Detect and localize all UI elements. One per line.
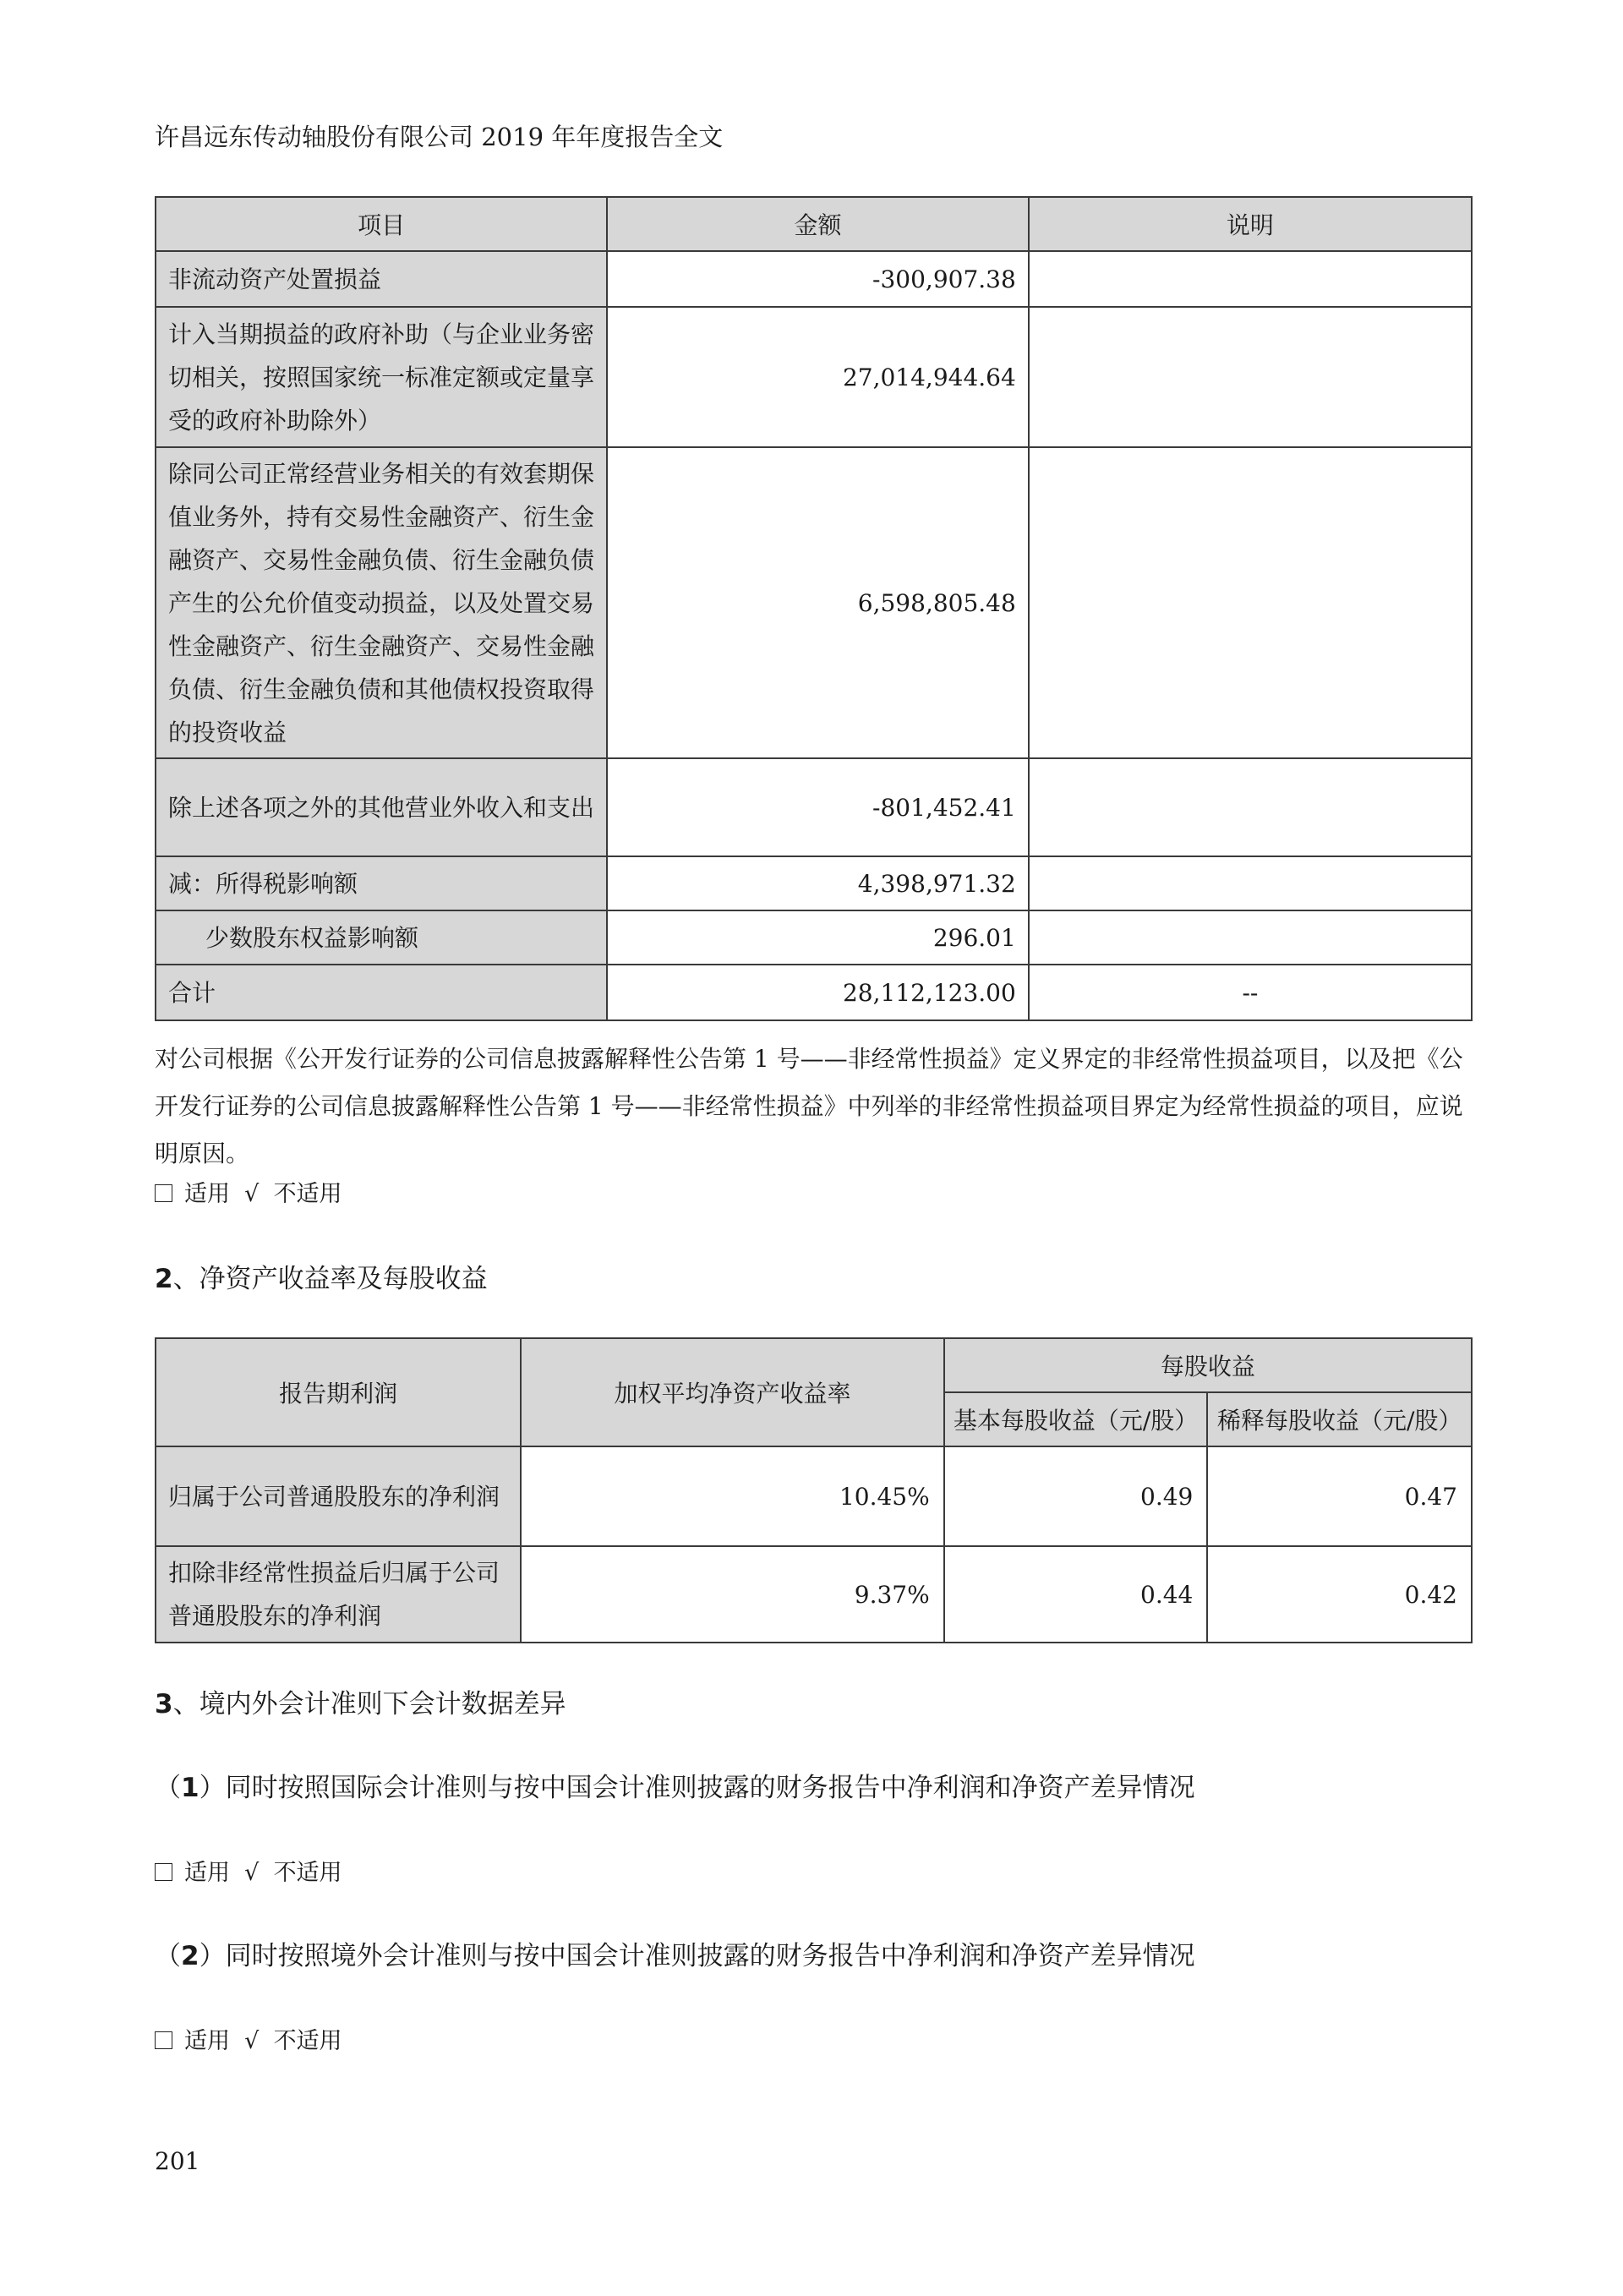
- row-item: 归属于公司普通股股东的净利润: [156, 1446, 521, 1546]
- row-diluted-eps: 0.42: [1207, 1546, 1472, 1643]
- page-number: 201: [155, 2147, 200, 2175]
- col-header-roe: 加权平均净资产收益率: [521, 1338, 943, 1446]
- row-roe: 9.37%: [521, 1546, 943, 1643]
- row-basic-eps: 0.44: [944, 1546, 1208, 1643]
- report-header: 许昌远东传动轴股份有限公司 2019 年年度报告全文: [155, 123, 724, 151]
- row-roe: 10.45%: [521, 1446, 943, 1546]
- row-item: 计入当期损益的政府补助（与企业业务密切相关，按照国家统一标准定额或定量享受的政府补助除外）: [156, 307, 607, 447]
- table-row: [156, 758, 1472, 856]
- explanation-paragraph: 对公司根据《公开发行证券的公司信息披露解释性公告第 1 号——非经常性损益》定义界定的非经常性损益项目，以及把《公开发行证券的公司信息披露解释性公告第 1 号——非经常性损益》中列举的非经常性损益项目界定为经常性损益的项目，应说明原因。: [155, 1045, 1463, 1167]
- row-amount: 28,112,123.00: [607, 965, 1029, 1020]
- applicability-check: [155, 1854, 342, 1887]
- paren: （: [155, 1941, 181, 1971]
- not-applicable-label: 不适用: [273, 1181, 342, 1207]
- row-basic-eps: 0.49: [944, 1446, 1208, 1546]
- table-row: [156, 910, 1472, 965]
- row-amount: -300,907.38: [607, 251, 1029, 307]
- col-header-note: 说明: [1029, 197, 1472, 251]
- row-note: [1029, 251, 1472, 307]
- applicable-label: 适用: [184, 1181, 230, 1207]
- section-title: 、境内外会计准则下会计数据差异: [172, 1689, 566, 1719]
- subsection-2-heading: [155, 1934, 1195, 1972]
- table-row: [156, 307, 1472, 447]
- col-header-eps: 每股收益: [944, 1338, 1472, 1392]
- check-mark-icon: √: [244, 1181, 260, 1207]
- not-applicable-label: 不适用: [273, 1860, 342, 1886]
- section-number: 2: [155, 1264, 173, 1294]
- subsection-number: 1: [181, 1773, 199, 1803]
- total-row: [156, 965, 1472, 1020]
- col-header-basic-eps: 基本每股收益（元/股）: [944, 1392, 1208, 1446]
- check-mark-icon: √: [244, 1860, 260, 1886]
- non-recurring-gains-table: [155, 196, 1473, 1021]
- check-mark-icon: √: [244, 2028, 260, 2054]
- table-row: [156, 447, 1472, 758]
- subsection-1-heading: [155, 1766, 1195, 1804]
- row-diluted-eps: 0.47: [1207, 1446, 1472, 1546]
- subsection-title: ）同时按照国际会计准则与按中国会计准则披露的财务报告中净利润和净资产差异情况: [199, 1773, 1195, 1803]
- not-applicable-label: 不适用: [273, 2028, 342, 2054]
- row-amount: -801,452.41: [607, 758, 1029, 856]
- subsection-number: 2: [181, 1941, 199, 1971]
- checkbox-icon: [155, 1863, 172, 1881]
- applicability-check: [155, 1175, 342, 1208]
- table-row: [156, 251, 1472, 307]
- row-note: [1029, 447, 1472, 758]
- row-note: [1029, 758, 1472, 856]
- section-title: 、净资产收益率及每股收益: [172, 1264, 488, 1294]
- row-amount: 27,014,944.64: [607, 307, 1029, 447]
- row-item: 扣除非经常性损益后归属于公司普通股股东的净利润: [156, 1546, 521, 1643]
- table-row: [156, 856, 1472, 910]
- checkbox-icon: [155, 1184, 172, 1202]
- table-header-row: [156, 197, 1472, 251]
- table-header-row: [156, 1338, 1472, 1392]
- checkbox-icon: [155, 2031, 172, 2049]
- applicable-label: 适用: [184, 2028, 230, 2054]
- roe-eps-table: [155, 1337, 1473, 1643]
- row-item: 减：所得税影响额: [156, 856, 607, 910]
- row-amount: 4,398,971.32: [607, 856, 1029, 910]
- table-row: [156, 1546, 1472, 1643]
- row-item: 除同公司正常经营业务相关的有效套期保值业务外，持有交易性金融资产、衍生金融资产、交易性金融负债、衍生金融负债产生的公允价值变动损益，以及处置交易性金融资产、衍生金融资产、交易性金融负债、衍生金融负债和其他债权投资取得的投资收益: [156, 447, 607, 758]
- row-note: --: [1029, 965, 1472, 1020]
- section-number: 3: [155, 1689, 173, 1719]
- table-row: [156, 1446, 1472, 1546]
- row-item: 合计: [156, 965, 607, 1020]
- row-note: [1029, 856, 1472, 910]
- col-header-profit: 报告期利润: [156, 1338, 521, 1446]
- paren: （: [155, 1773, 181, 1803]
- col-header-amount: 金额: [607, 197, 1029, 251]
- row-note: [1029, 910, 1472, 965]
- col-header-item: 项目: [156, 197, 607, 251]
- applicable-label: 适用: [184, 1860, 230, 1886]
- subsection-title: ）同时按照境外会计准则与按中国会计准则披露的财务报告中净利润和净资产差异情况: [199, 1941, 1195, 1971]
- col-header-diluted-eps: 稀释每股收益（元/股）: [1207, 1392, 1472, 1446]
- row-item: 非流动资产处置损益: [156, 251, 607, 307]
- row-note: [1029, 307, 1472, 447]
- row-item: 除上述各项之外的其他营业外收入和支出: [156, 758, 607, 856]
- row-item: 少数股东权益影响额: [156, 910, 607, 965]
- section-3-heading: [155, 1682, 566, 1720]
- row-amount: 296.01: [607, 910, 1029, 965]
- section-2-heading: [155, 1257, 488, 1295]
- row-amount: 6,598,805.48: [607, 447, 1029, 758]
- applicability-check: [155, 2022, 342, 2055]
